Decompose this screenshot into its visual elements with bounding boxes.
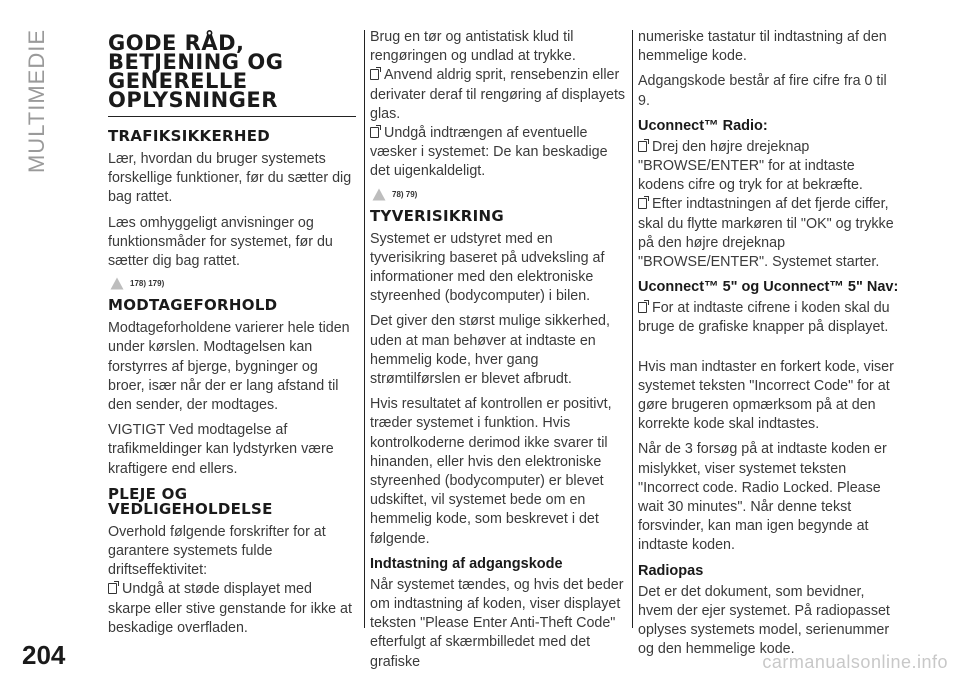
bullet-item: Undgå indtrængen af eventuelle væsker i systemet: De kan beskadige det uigenkaldeligt.: [370, 125, 608, 180]
column-divider-1: [364, 30, 365, 628]
paragraph: Modtageforholdene varierer hele tiden under kørslen. Modtagelsen kan forstyrres af bjerge, bygninger og broer, især når der er lang afstand til den sender, der modtages.: [108, 320, 350, 414]
title-rule: [108, 116, 356, 117]
warning-reference: 178) 179): [110, 277, 356, 290]
bullet-item: Drej den højre drejeknap "BROWSE/ENTER" for at indtaste kodens cifre og tryk for at bekræfte.: [638, 138, 863, 194]
bullet-item: Efter indtastningen af det fjerde ciffer, skal du flytte markøren til "OK" og trykke på den højre drejeknap "BROWSE/ENTER". Systemet starter.: [638, 196, 894, 271]
bullet-icon: [638, 302, 647, 313]
paragraph: Lær, hvordan du bruger systemets forskellige funktioner, før du sætter dig bag rattet.: [108, 151, 352, 206]
bullet-icon: [638, 141, 647, 152]
bullet-icon: [108, 583, 117, 594]
page-title: GODE RÅD, BETJENING OG GENERELLE OPLYSNINGER: [108, 31, 284, 112]
heading-trafiksikkerhed: TRAFIKSIKKERHED: [108, 127, 271, 145]
subheading-uconnect-radio: Uconnect™ Radio:: [638, 117, 768, 134]
paragraph: Systemet er udstyret med en tyverisikring baseret på udveksling af informationer med den elektroniske styreenhed (bodycomputer) i bilen.: [370, 230, 605, 305]
paragraph: Når systemet tændes, og hvis det beder om indtastning af koden, viser displayet teksten "Please Enter Anti-Theft Code" efterfulgt af skærmbilledet med det grafiske: [370, 576, 624, 670]
section-side-label-text: MULTIMEDIE: [24, 28, 49, 174]
column-3: [638, 28, 900, 665]
subheading-uconnect-5: Uconnect™ 5" og Uconnect™ 5" Nav:: [638, 279, 899, 296]
paragraph: Hvis resultatet af kontrollen er positivt, træder systemet i funktion. Hvis kontrolkoderne derimod ikke svarer til hinanden, eller hvis den elektroniske styreenhed (bodycomputer) er blevet udskiftet, vil systemet bede om en hemmelig kode, som beskrevet i det følgende.: [370, 396, 612, 547]
warning-triangle-icon: [372, 188, 386, 201]
paragraph: Det er det dokument, som bevidner, hvem der ejer systemet. På radiopasset oplyses systemets model, serienummer og den hemmelige kode.: [638, 583, 890, 658]
heading-pleje-og-vedligeholdelse: PLEJE OG VEDLIGEHOLDELSE: [108, 484, 273, 518]
paragraph: Brug en tør og antistatisk klud til rengøringen og undlad at trykke.: [370, 29, 576, 65]
column-1: [108, 28, 356, 644]
paragraph: Læs omhyggeligt anvisninger og funktionsmåder for systemet, før du sætter dig bag rattet.: [108, 214, 333, 270]
heading-tyverisikring: TYVERISIKRING: [370, 206, 504, 225]
paragraph: Når de 3 forsøg på at indtaste koden er mislykket, viser systemet teksten "Incorrect code. Radio Locked. Please wait 30 minutes". Når denne tekst forsvinder, kan man igen begynde at indtaste koden.: [638, 441, 887, 554]
paragraph: numeriske tastatur til indtastning af den hemmelige kode.: [638, 29, 887, 65]
warning-triangle-icon: [110, 277, 124, 290]
paragraph: Overhold følgende forskrifter for at garantere systemets fulde driftseffektivitet:: [108, 523, 326, 579]
bullet-item: For at indtaste cifrene i koden skal du bruge de grafiske knapper på displayet.: [638, 300, 890, 336]
heading-modtageforhold: MODTAGEFORHOLD: [108, 296, 278, 315]
paragraph: VIGTIGT Ved modtagelse af trafikmeldinger kan lydstyrken være kraftigere end ellers.: [108, 422, 334, 477]
paragraph: Hvis man indtaster en forkert kode, viser systemet teksten "Incorrect Code" for at gøre brugeren opmærksom på at den korrekte kode skal indtastes.: [638, 358, 894, 433]
warning-reference: 78) 79): [372, 188, 628, 201]
page-number: 204: [22, 640, 66, 670]
column-divider-2: [632, 30, 633, 628]
section-side-label: [10, 26, 64, 176]
subheading-indtastning: Indtastning af adgangskode: [370, 555, 563, 572]
bullet-icon: [638, 198, 647, 209]
paragraph: Adgangskode består af fire cifre fra 0 til 9.: [638, 73, 887, 109]
subheading-radiopas: Radiopas: [638, 562, 704, 579]
watermark: carmanualsonline.info: [762, 652, 948, 672]
bullet-icon: [370, 69, 379, 80]
bullet-item: Undgå at støde displayet med skarpe eller stive genstande for ikke at beskadige overfladen.: [108, 581, 352, 636]
bullet-item: Anvend aldrig sprit, rensebenzin eller derivater deraf til rengøring af displayets glas.: [370, 67, 626, 122]
column-2: [370, 28, 628, 678]
paragraph: Det giver den størst mulige sikkerhed, uden at man behøver at indtaste en hemmelig kode, hver gang strømtilførslen er blevet afbrudt.: [370, 313, 610, 388]
bullet-icon: [370, 127, 379, 138]
